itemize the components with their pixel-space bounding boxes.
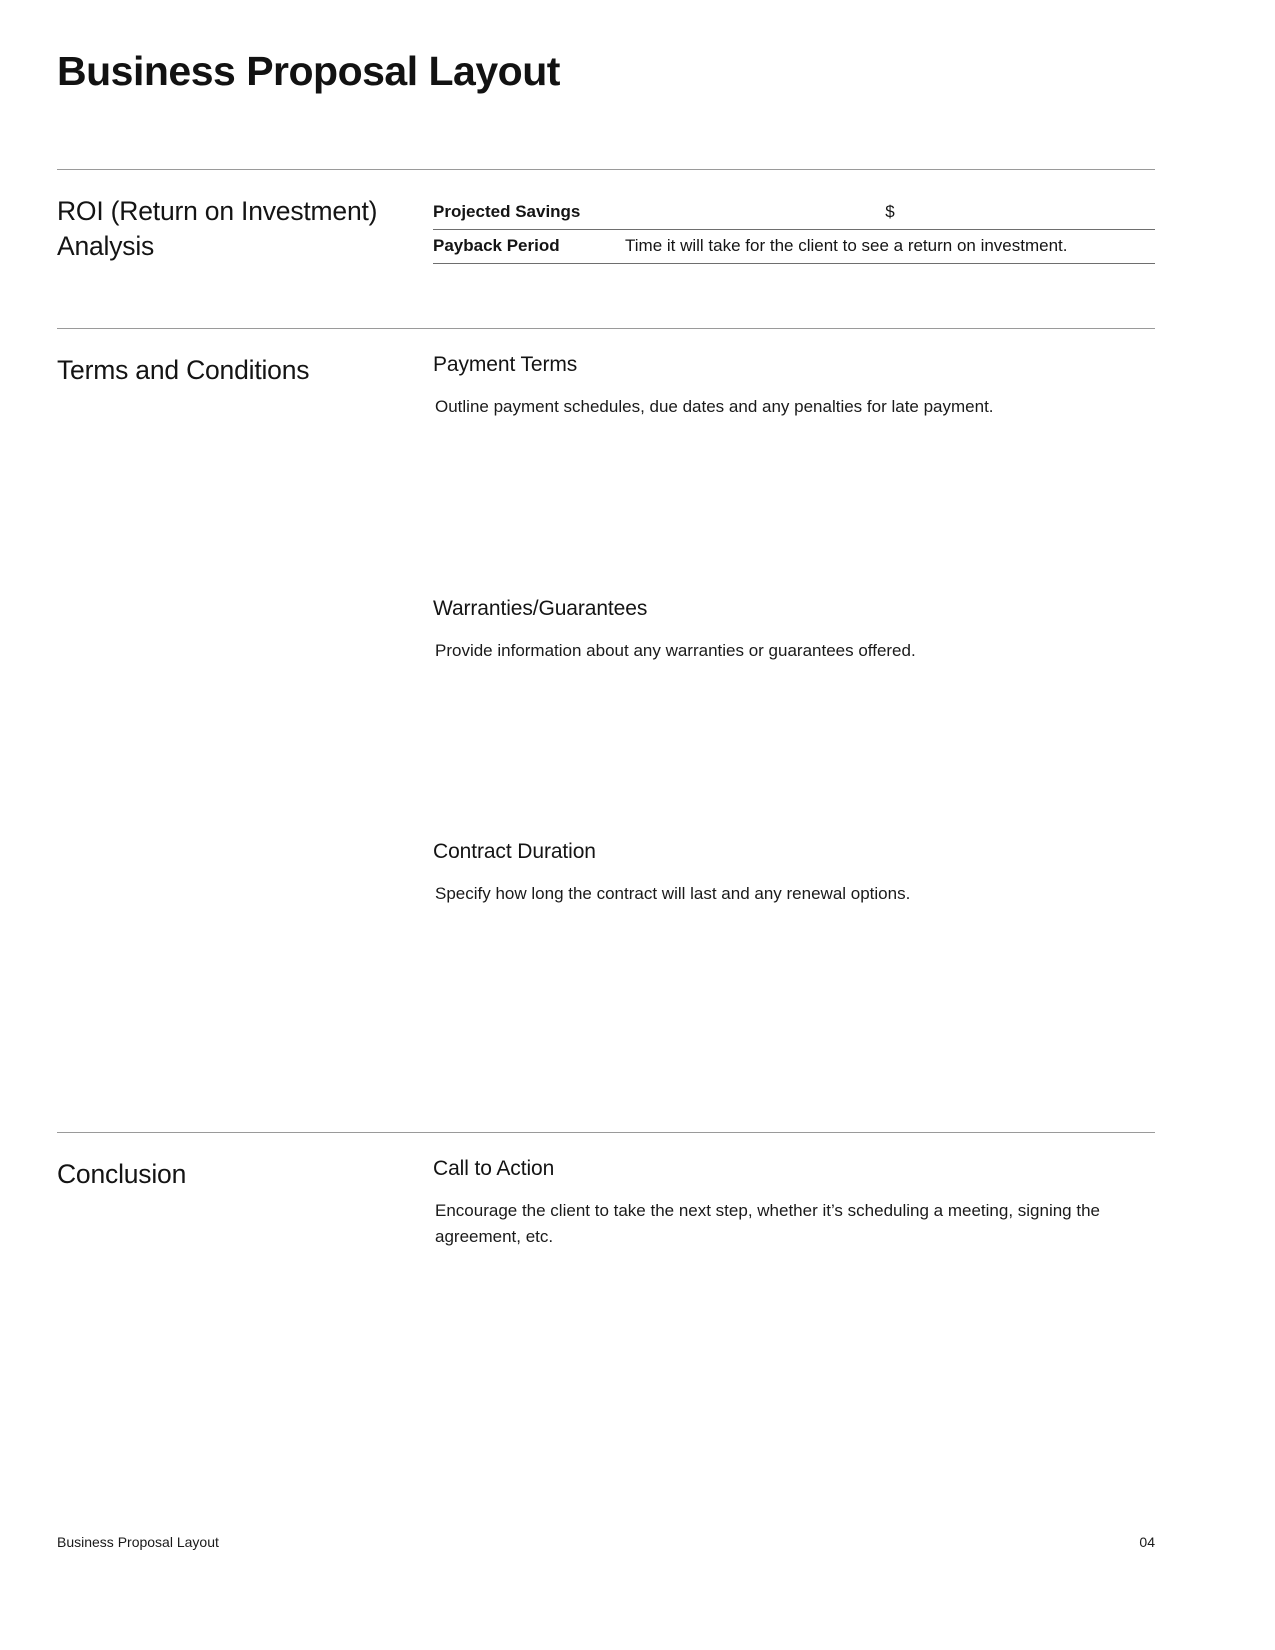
section-conclusion bbox=[57, 1133, 1155, 1249]
subsection-heading: Payment Terms bbox=[433, 353, 578, 376]
section-label-conclusion: Conclusion bbox=[57, 1159, 187, 1189]
row-value: $ bbox=[885, 202, 895, 221]
subsection-heading: Warranties/Guarantees bbox=[433, 596, 648, 620]
subsection-contract-duration bbox=[433, 840, 1155, 907]
page-title: Business Proposal Layout bbox=[57, 48, 560, 94]
roi-content bbox=[433, 194, 1155, 264]
section-roi-analysis bbox=[57, 170, 1155, 328]
subsection-body: Outline payment schedules, due dates and any penalties for late payment. bbox=[435, 397, 994, 416]
subsection-heading: Contract Duration bbox=[433, 840, 596, 863]
footer-document-title: Business Proposal Layout bbox=[57, 1534, 219, 1550]
terms-content bbox=[433, 353, 1155, 907]
subsection-body: Specify how long the contract will last and any renewal options. bbox=[435, 884, 911, 903]
row-value: Time it will take for the client to see a return on investment. bbox=[625, 236, 1068, 255]
subsection-body: Encourage the client to take the next step, whether it’s scheduling a meeting, signing the agreement, etc. bbox=[435, 1201, 1100, 1246]
section-label-roi: ROI (Return on Investment) Analysis bbox=[57, 196, 378, 261]
section-terms-and-conditions bbox=[57, 329, 1155, 1132]
subsection-body: Provide information about any warranties or guarantees offered. bbox=[435, 640, 916, 660]
footer-page-number: 04 bbox=[1139, 1534, 1155, 1550]
row-term: Payback Period bbox=[433, 236, 560, 255]
row-term: Projected Savings bbox=[433, 202, 581, 221]
subsection-heading: Call to Action bbox=[433, 1157, 555, 1180]
table-row bbox=[433, 196, 1155, 230]
subsection-payment-terms bbox=[433, 353, 1155, 420]
page-footer bbox=[57, 1534, 1155, 1550]
conclusion-content bbox=[433, 1157, 1155, 1249]
roi-table bbox=[433, 196, 1155, 264]
subsection-warranties-guarantees bbox=[433, 597, 1155, 664]
section-label-terms: Terms and Conditions bbox=[57, 355, 310, 385]
subsection-call-to-action bbox=[433, 1157, 1155, 1249]
table-row bbox=[433, 230, 1155, 264]
